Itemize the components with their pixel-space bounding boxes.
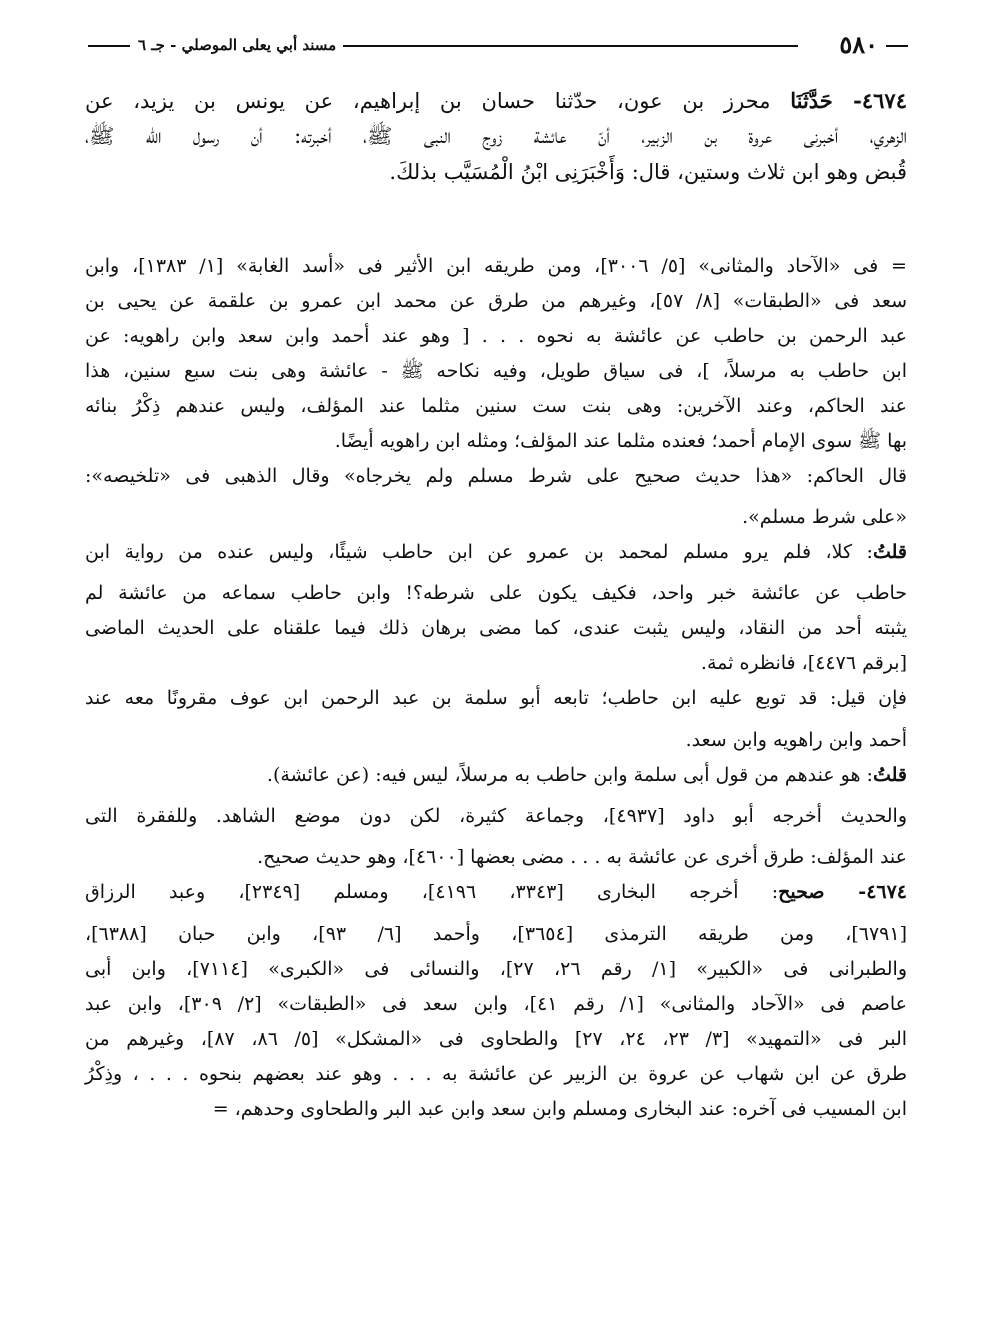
header-rule	[88, 45, 130, 47]
line-text: عبد الرحمن بن حاطب عن عائشة به نحوه . . . [ وهو عند أحمد وابن سعد وابن راهويه: عن	[85, 325, 907, 347]
line-text: بها ﷺ سوى الإمام أحمد؛ فعنده مثلما عند المؤلف؛ ومثله ابن راهويه أيضًا.	[334, 430, 907, 452]
footnote-line	[85, 954, 907, 984]
footnote-line	[85, 613, 907, 643]
footnote-line	[85, 426, 907, 456]
main-text-line	[85, 157, 907, 187]
page-header	[88, 30, 908, 60]
line-text: ابن حاطب به مرسلاً، ]، فى سياق طويل، وفيه نكاحه ﷺ - عائشة وهى بنت سبع سنين، هذا	[85, 360, 907, 382]
footnote-line	[85, 877, 907, 907]
line-text: : هو عندهم من قول أبى سلمة وابن حاطب به مرسلاً، ليس فيه: (عن عائشة).	[266, 764, 873, 786]
line-text: محرز بن عون، حدّثنا حسان بن إبراهيم، عن يونس بن يزيد، عن	[85, 89, 791, 113]
line-text: عند المؤلف: طرق أخرى عن عائشة به . . . مضى بعضها [٤٦٠٠]، وهو حديث صحيح.	[257, 846, 907, 868]
line-text: طرق عن ابن شهاب عن عروة بن الزبير عن عائشة به . . . وهو عند بعضهم بنحوه . . . ، وذِكْرُ	[85, 1063, 907, 1085]
line-text: والطبرانى فى «الكبير» [١/ رقم ٢٦، ٢٧]، والنسائى فى «الكبرى» [٧١١٤]، وابن أبى	[85, 958, 908, 980]
line-text: : كلا، فلم يرو مسلم لمحمد بن عمرو عن ابن حاطب شيئًا، وليس عنده من رواية ابن	[85, 541, 873, 563]
line-text: يثبته أحد من النقاد، وليس يثبت عندى، كما مضى برهان ذلك فيما علقناه على الحديث الماضى	[85, 617, 907, 639]
footnote-line	[85, 919, 907, 949]
footnote-line	[85, 801, 907, 831]
line-text: «على شرط مسلم».	[742, 506, 907, 528]
bold-lead: قلتُ	[872, 541, 907, 563]
footnote-line	[85, 648, 907, 678]
line-text: قال الحاكم: «هذا حديث صحيح على شرط مسلم ولم يخرجاه» وقال الذهبى فى «تلخيصه»:	[85, 465, 907, 487]
bold-lead: قلتُ	[872, 764, 907, 786]
header-rule	[886, 45, 908, 47]
footnote-line	[85, 356, 907, 386]
footnote-line	[85, 1024, 907, 1054]
footnote-line	[85, 502, 907, 532]
header-rule	[343, 45, 798, 47]
footnote-line	[85, 578, 907, 608]
line-text: البر فى «التمهيد» [٣/ ٢٣، ٢٤، ٢٧] والطحاوى فى «المشكل» [٥/ ٨٦، ٨٧]، وغيرهم من	[85, 1028, 908, 1050]
footnote-line	[85, 461, 907, 491]
footnote-line	[85, 321, 907, 351]
footnote-line	[85, 286, 907, 316]
page-number: ٥٨٠	[839, 30, 878, 59]
bold-lead: ٤٦٧٤- حَدَّثَنَا	[790, 88, 907, 113]
line-text: سعد فى «الطبقات» [٨/ ٥٧]، وغيرهم من طرق عن محمد ابن عمرو بن علقمة عن يحيى بن	[85, 290, 907, 312]
line-text: = فى «الآحاد والمثانى» [٥/ ٣٠٠٦]، ومن طريقه ابن الأثير فى «أسد الغابة» [١/ ١٣٨٣]، وابن	[85, 255, 907, 277]
footnote-line	[85, 1094, 907, 1124]
footnote-line	[85, 251, 907, 281]
footnote-line	[85, 537, 907, 567]
running-title: مسند أبي يعلى الموصلي - جـ ٦	[138, 36, 337, 54]
line-text: ابن المسيب فى آخره: عند البخارى ومسلم وابن سعد وابن عبد البر والطحاوى وحدهم، =	[212, 1098, 907, 1120]
footnote-line	[85, 683, 907, 713]
line-text: [٦٧٩١]، ومن طريقه الترمذى [٣٦٥٤]، وأحمد [٦/ ٩٣]، وابن حبان [٦٣٨٨]،	[85, 923, 907, 945]
footnote-line	[85, 1059, 907, 1089]
footnote-line	[85, 725, 907, 755]
footnote-line	[85, 842, 907, 872]
line-text: فإن قيل: قد توبع عليه ابن حاطب؛ تابعه أبو سلمة بن عبد الرحمن ابن عوف مقرونًا معه عند	[85, 687, 907, 709]
line-text: : أخرجه البخارى [٣٣٤٣، ٤١٩٦]، ومسلم [٢٣٤٩]، وعبد الرزاق	[85, 881, 779, 903]
main-text-line	[85, 121, 907, 151]
line-text: عند الحاكم، وعند الآخرين: وهى بنت ست سنين مثلما عند المؤلف، وليس عندهم ذِكْرُ بنائه	[85, 395, 907, 417]
bold-lead: ٤٦٧٤- صحيح	[778, 881, 908, 903]
line-text: حاطب عن عائشة خبر واحد، فكيف يكون على شرطه؟! وابن حاطب سماعه من عائشة لم	[85, 582, 907, 604]
line-text: أحمد وابن راهويه وابن سعد.	[685, 729, 907, 751]
footnote-line	[85, 989, 907, 1019]
line-text: عاصم فى «الآحاد والمثانى» [١/ رقم ٤١]، وابن سعد فى «الطبقات» [٢/ ٣٠٩]، وابن عبد	[85, 993, 907, 1015]
line-text: والحديث أخرجه أبو داود [٤٩٣٧]، وجماعة كثيرة، لكن دون موضع الشاهد. وللفقرة التى	[85, 805, 907, 827]
line-text: قُبض وهو ابن ثلاث وستين، قال: وَأَخْبَرَنِى ابْنُ الْمُسَيَّب بذلكَ.	[389, 160, 907, 184]
footnote-line	[85, 391, 907, 421]
line-text: الزهري، أخبرنى عروة بن الزبير، أنّ عائشة زوج النبى ﷺ، أخبرته: أن رسول اللّه ﷺ،	[85, 124, 907, 148]
line-text: [برقم ٤٤٧٦]، فانظره ثمة.	[700, 652, 907, 674]
footnote-line	[85, 760, 907, 790]
main-text-line	[85, 86, 907, 116]
